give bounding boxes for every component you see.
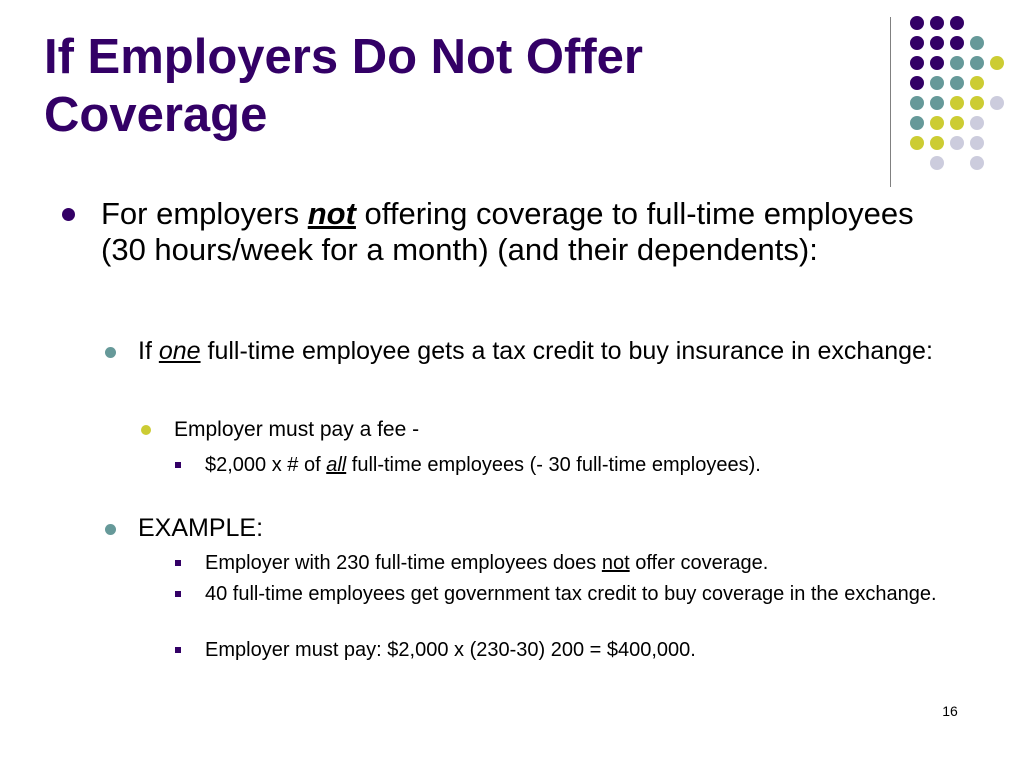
decorative-dot (930, 156, 944, 170)
decorative-dot (950, 56, 964, 70)
bullet2-text-start: If (138, 337, 159, 365)
bullet4-text-end: full-time employees (- 30 full-time employees). (346, 454, 761, 476)
decorative-dot (970, 56, 984, 70)
bullet2-text-end: full-time employee gets a tax credit to buy insurance in exchange: (200, 337, 933, 365)
bullet4-text-start: $2,000 x # of (205, 454, 327, 476)
bullet-level1-employers (101, 196, 941, 268)
slide-title (44, 28, 864, 144)
bullet-dot-level2-example (105, 524, 116, 535)
decorative-dot (910, 116, 924, 130)
decorative-dot (910, 16, 924, 30)
decorative-dot (930, 136, 944, 150)
bullet1-text-end: offering coverage to full-time employees (30 hours/week for a month) (and their dependents): (101, 196, 914, 267)
bullet-dot-level3 (141, 425, 151, 435)
decorative-dot (970, 116, 984, 130)
decorative-dot (970, 96, 984, 110)
decorative-dot (970, 76, 984, 90)
example-label: EXAMPLE: (138, 514, 264, 542)
bullet-level3-fee: Employer must pay a fee - (174, 418, 420, 441)
decorative-dot (910, 136, 924, 150)
bullet-square-example-1 (175, 560, 181, 566)
decorative-dot (950, 136, 964, 150)
decorative-dot (910, 76, 924, 90)
decorative-dot (930, 36, 944, 50)
bullet1-emphasis: not (307, 196, 356, 231)
bullet1-text-start: For employers (101, 196, 308, 231)
title-divider-line (890, 17, 891, 187)
decorative-dot (930, 56, 944, 70)
example-item1-text-end: offer coverage. (629, 552, 769, 574)
example-item-2: 40 full-time employees get government tax credit to buy coverage in the exchange. (205, 583, 937, 605)
bullet-square-level4 (175, 462, 181, 468)
decorative-dot (990, 96, 1004, 110)
example-item1-emphasis: not (601, 552, 630, 574)
decorative-dot (930, 96, 944, 110)
decorative-dot (930, 116, 944, 130)
decorative-dot (950, 76, 964, 90)
bullet-level4-formula (205, 453, 995, 477)
slide-title-line-2: Coverage (44, 88, 268, 142)
decorative-dot (950, 36, 964, 50)
decorative-dot (950, 16, 964, 30)
decorative-dot (990, 56, 1004, 70)
decorative-dot (970, 36, 984, 50)
slide-title-line-1: If Employers Do Not Offer (44, 30, 643, 84)
page-number: 16 (942, 703, 958, 719)
decorative-dot (950, 96, 964, 110)
bullet-dot-level2 (105, 347, 116, 358)
decorative-dot (910, 56, 924, 70)
example-item-1 (205, 551, 995, 575)
decorative-dot (910, 36, 924, 50)
bullet-square-example-3 (175, 647, 181, 653)
decorative-dot (950, 116, 964, 130)
bullet4-emphasis: all (326, 454, 347, 476)
decorative-dot (930, 16, 944, 30)
decorative-dot (930, 76, 944, 90)
decorative-dot (910, 96, 924, 110)
bullet-level2-one-employee (138, 336, 998, 366)
bullet2-emphasis: one (158, 337, 201, 365)
example-item1-text-start: Employer with 230 full-time employees does (205, 552, 602, 574)
bullet-dot-level1 (62, 208, 75, 221)
decorative-dot (970, 136, 984, 150)
bullet-square-example-2 (175, 591, 181, 597)
example-item-3: Employer must pay: $2,000 x (230-30) 200 = $400,000. (205, 639, 696, 661)
decorative-dot (970, 156, 984, 170)
